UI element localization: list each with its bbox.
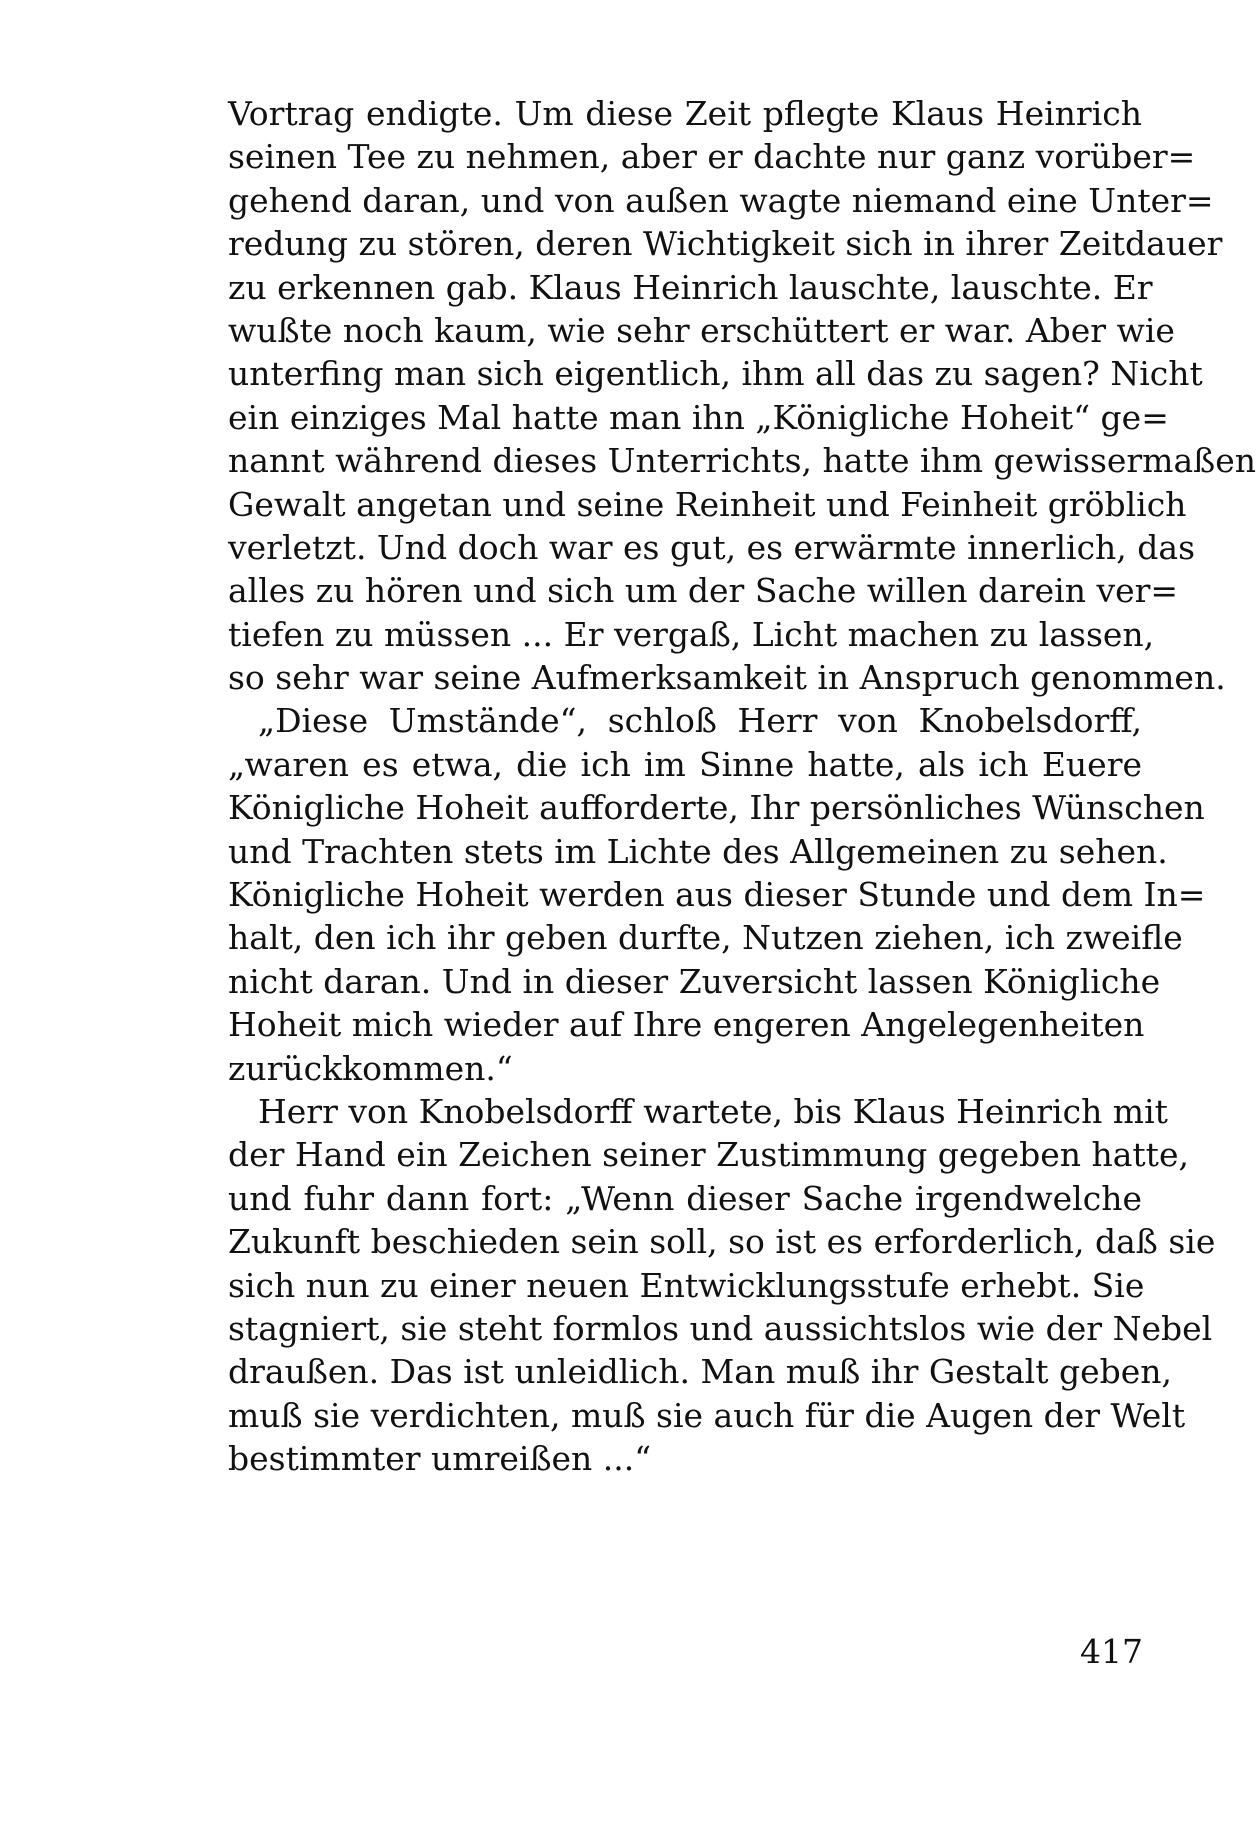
- text-line: halt, den ich ihr geben durfte, Nutzen ziehen, ich zweifle: [228, 918, 1183, 958]
- text-line: Zukunft beschieden sein soll, so ist es erforderlich, daß sie: [228, 1222, 1216, 1262]
- text-line: redung zu stören, deren Wichtigkeit sich in ihrer Zeitdauer: [228, 224, 1223, 264]
- text-line: zurückkommen.“: [228, 1048, 513, 1088]
- text-line: gehend daran, und von außen wagte niemand eine Unter=: [228, 180, 1214, 220]
- text-line: Herr von Knobelsdorff wartete, bis Klaus Heinrich mit: [258, 1091, 1168, 1131]
- text-line: draußen. Das ist unleidlich. Man muß ihr Gestalt geben,: [228, 1352, 1172, 1392]
- text-line: alles zu hören und sich um der Sache willen darein ver=: [228, 571, 1179, 611]
- text-line: Vortrag endigte. Um diese Zeit pflegte Klaus Heinrich: [228, 94, 1142, 133]
- text-line: „waren es etwa, die ich im Sinne hatte, als ich Euere: [228, 744, 1142, 784]
- text-line: Gewalt angetan und seine Reinheit und Feinheit gröblich: [228, 484, 1187, 524]
- text-line: muß sie verdichten, muß sie auch für die Augen der Welt: [228, 1395, 1186, 1435]
- text-line: verletzt. Und doch war es gut, es erwärmte innerlich, das: [228, 527, 1196, 567]
- text-line: stagniert, sie steht formlos und aussichtslos wie der Nebel: [228, 1308, 1213, 1348]
- text-line: bestimmter umreißen ...“: [228, 1439, 652, 1479]
- text-line: und Trachten stets im Lichte des Allgemeinen zu sehen.: [228, 831, 1168, 871]
- text-line: Königliche Hoheit werden aus dieser Stunde und dem In=: [228, 875, 1206, 915]
- text-line: ein einziges Mal hatte man ihn „Königliche Hoheit“ ge=: [228, 397, 1169, 437]
- text-line: so sehr war seine Aufmerksamkeit in Anspruch genommen.: [228, 658, 1226, 698]
- text-line: und fuhr dann fort: „Wenn dieser Sache irgendwelche: [228, 1178, 1142, 1218]
- text-line: seinen Tee zu nehmen, aber er dachte nur ganz vorüber=: [228, 137, 1196, 177]
- text-line: sich nun zu einer neuen Entwicklungsstufe erhebt. Sie: [228, 1265, 1145, 1305]
- text-line: Hoheit mich wieder auf Ihre engeren Angelegenheiten: [228, 1005, 1145, 1045]
- text-line: tiefen zu müssen ... Er vergaß, Licht machen zu lassen,: [228, 614, 1155, 654]
- text-line: wußte noch kaum, wie sehr erschüttert er war. Aber wie: [228, 310, 1175, 350]
- text-line: nicht daran. Und in dieser Zuversicht lassen Königliche: [228, 961, 1161, 1001]
- text-line: zu erkennen gab. Klaus Heinrich lauschte, lauschte. Er: [228, 267, 1153, 307]
- body-text: [228, 92, 1256, 1481]
- text-line: nannt während dieses Unterrichts, hatte ihm gewissermaßen: [228, 441, 1256, 481]
- text-line: „Diese Umstände“, schloß Herr von Knobelsdorff,: [258, 701, 1142, 741]
- text-line: der Hand ein Zeichen seiner Zustimmung gegeben hatte,: [228, 1135, 1189, 1175]
- text-line: unterfing man sich eigentlich, ihm all das zu sagen? Nicht: [228, 354, 1203, 394]
- page-number: 417: [1080, 1632, 1143, 1671]
- text-line: Königliche Hoheit aufforderte, Ihr persönliches Wünschen: [228, 788, 1205, 828]
